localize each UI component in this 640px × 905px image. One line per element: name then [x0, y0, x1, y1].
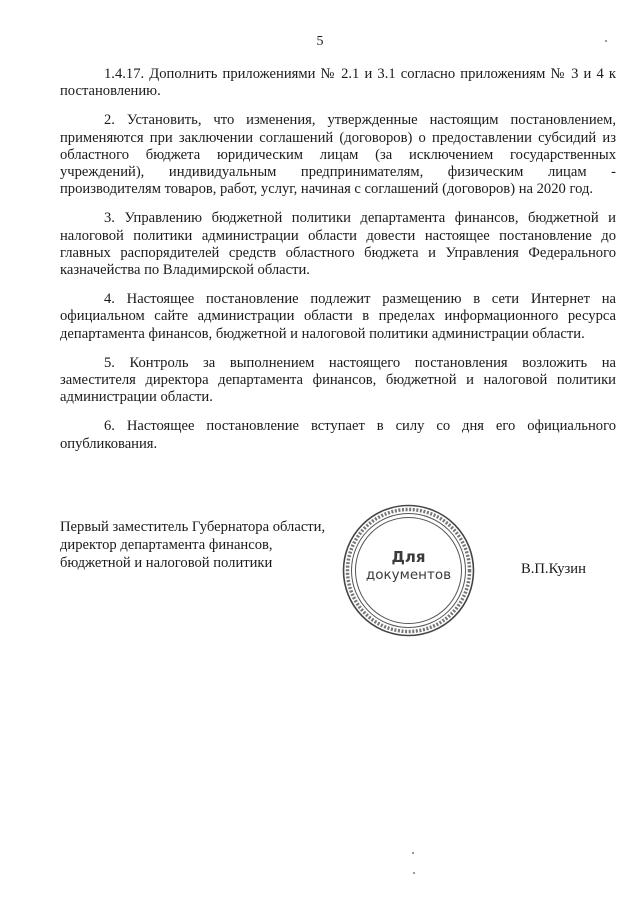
scan-speck	[605, 40, 607, 42]
signatory-title-line: Первый заместитель Губернатора области,	[60, 519, 326, 535]
signatory-name: В.П.Кузин	[521, 561, 586, 577]
page-number: 5	[316, 34, 324, 49]
paragraph-1-4-17: 1.4.17. Дополнить приложениями № 2.1 и 3.1 согласно приложениям № 3 и 4 к постановлению.	[60, 66, 616, 100]
signatory-title-line: бюджетной и налоговой политики	[60, 555, 273, 571]
scan-speck	[413, 872, 415, 874]
paragraph-6: 6. Настоящее постановление вступает в силу со дня его официального опубликования.	[60, 418, 616, 452]
paragraph-5: 5. Контроль за выполнением настоящего постановления возложить на заместителя директора департамента финансов, бюджетной и налоговой политики администрации области.	[60, 354, 616, 406]
paragraph-3: 3. Управлению бюджетной политики департамента финансов, бюджетной и налоговой политики администрации области довести настоящее постановление до главных распорядителей средств областного бюджета и Управления Федерального казначейства по Владимирской области.	[60, 210, 616, 279]
stamp-label-line1: Для	[391, 548, 426, 566]
scan-speck	[412, 852, 414, 854]
official-stamp	[341, 503, 476, 638]
signatory-title	[60, 518, 360, 572]
signatory-title-line: директор департамента финансов,	[60, 537, 273, 553]
document-body	[60, 66, 616, 465]
paragraph-4: 4. Настоящее постановление подлежит размещению в сети Интернет на официальном сайте администрации области в пределах информационного ресурса департамента финансов, бюджетной и налоговой политики администрации области.	[60, 291, 616, 342]
paragraph-2: 2. Установить, что изменения, утвержденные настоящим постановлением, применяются при заключении соглашений (договоров) о предоставлении субсидий из областного бюджета юридическим лицам (за исключением государственных учреждений), индивидуальным предпринимателям, физическим лицам - производителям товаров, работ, услуг, начиная с соглашений (договоров) на 2020 год.	[60, 112, 616, 198]
stamp-label-line2: документов	[365, 567, 452, 583]
